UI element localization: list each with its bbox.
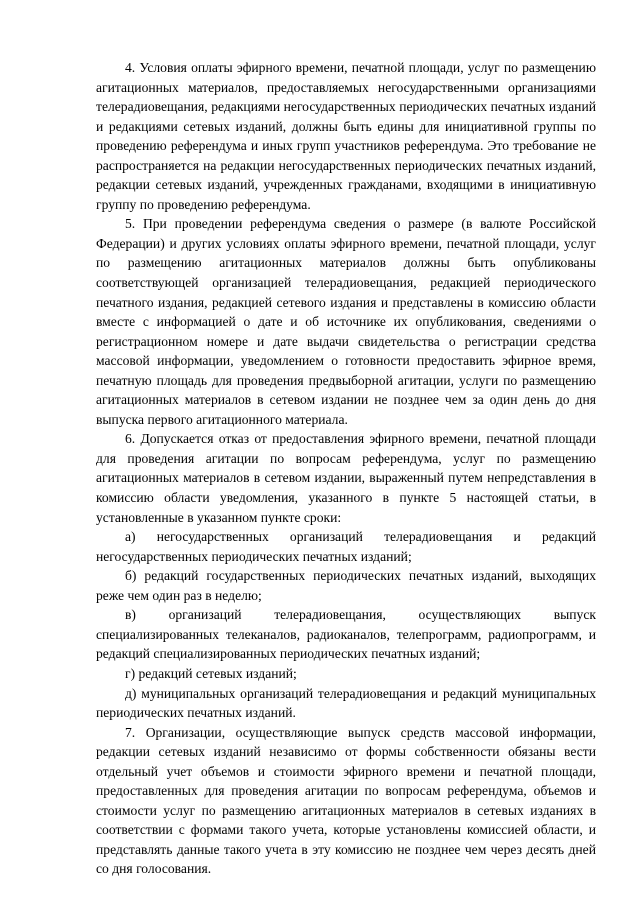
paragraph-clause-4: 4. Условия оплаты эфирного времени, печатной площади, услуг по размещению агитационных материалов, предоставляемых негосударственными организациями телерадиовещания, редакциями негосударственных периодических печатных изданий и редакциями сетевых изданий, должны быть едины для инициативной группы по проведению референдума и иных групп участников референдума. Это требование не распространяется на редакции негосударственных периодических печатных изданий, редакции сетевых изданий, учрежденных гражданами, входящими в инициативную группу по проведению референдума. xyxy=(96,60,596,212)
paragraph-clause-5: 5. При проведении референдума сведения о размере (в валюте Российской Федерации) и других условиях оплаты эфирного времени, печатной площади, услуг по размещению агитационных материалов должны быть опубликованы соответствующей организацией телерадиовещания, редакцией периодического печатного издания, редакцией сетевого издания и представлены в комиссию области вместе с информацией о дате и об источнике их опубликования, сведениями о регистрационном номере и дате выдачи свидетельства о регистрации средства массовой информации, уведомлением о готовности предоставить эфирное время, печатную площадь для проведения предвыборной агитации, услуги по размещению агитационных материалов в сетевом издании не позднее чем за один день до дня выпуска первого агитационного материала. xyxy=(96,216,596,427)
list-item-d: д) муниципальных организаций телерадиовещания и редакций муниципальных периодических печатных изданий. xyxy=(96,685,596,721)
list-item-b: б) редакций государственных периодических печатных изданий, выходящих реже чем один раз в неделю; xyxy=(96,568,596,603)
document-page xyxy=(96,58,596,879)
list-item-a: а) негосударственных организаций телерадиовещания и редакций негосударственных периодических печатных изданий; xyxy=(96,529,596,564)
list-item-g: г) редакций сетевых изданий; xyxy=(125,665,297,681)
paragraph-clause-6: 6. Допускается отказ от предоставления эфирного времени, печатной площади для проведения агитации по вопросам референдума, услуг по размещению агитационных материалов в сетевом издании, выраженный путем непредставления в комиссию области уведомления, указанного в пункте 5 настоящей статьи, в установленные в указанном пункте сроки: xyxy=(96,431,596,525)
paragraph-clause-7: 7. Организации, осуществляющие выпуск средств массовой информации, редакции сетевых изданий независимо от формы собственности обязаны вести отдельный учет объемов и стоимости эфирного времени и печатной площади, предоставленных для проведения агитации по вопросам референдума, объемов и стоимости услуг по размещению агитационных материалов в сетевых изданиях в соответствии с формами такого учета, которые установлены комиссией области, и представлять данные такого учета в эту комиссию не позднее чем через десять дней со дня голосования. xyxy=(96,724,596,877)
list-item-v: в) организаций телерадиовещания, осуществляющих выпуск специализированных телеканалов, радиоканалов, телепрограмм, радиопрограмм, и редакций специализированных периодических печатных изданий; xyxy=(96,607,596,662)
